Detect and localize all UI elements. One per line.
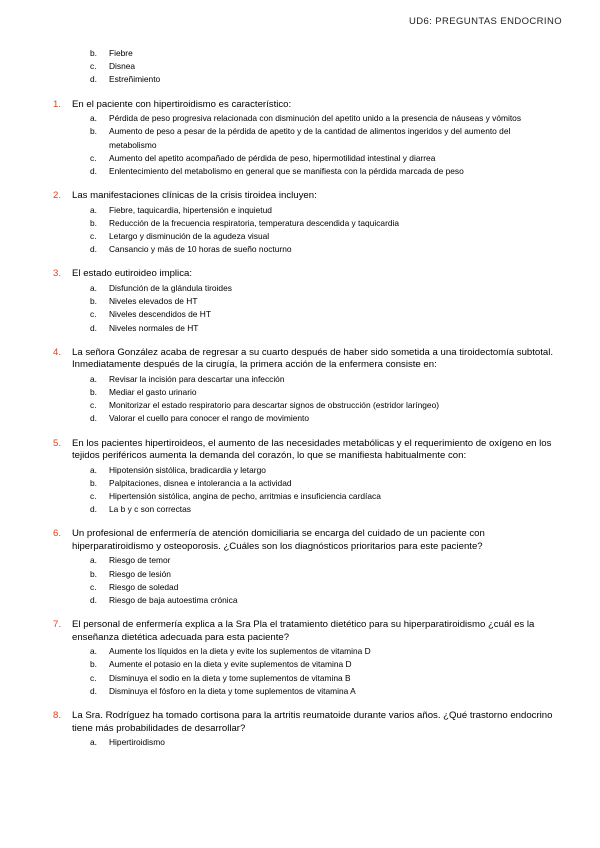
question-number: 7. [53, 619, 62, 631]
question-block [0, 438, 600, 517]
answer-option [0, 217, 600, 230]
option-letter: c. [90, 231, 97, 242]
question-block [0, 190, 600, 256]
option-letter: d. [90, 685, 97, 696]
option-letter: d. [90, 165, 97, 176]
options-list [0, 47, 600, 87]
option-text: Palpitaciones, disnea e intolerancia a la actividad [109, 477, 292, 488]
answer-option [0, 125, 600, 151]
answer-option [0, 295, 600, 308]
option-letter: a. [90, 113, 97, 124]
answer-option [0, 490, 600, 503]
option-text: Riesgo de baja autoestima crónica [109, 594, 238, 605]
option-letter: c. [90, 309, 97, 320]
question-text: En los pacientes hipertiroideos, el aumento de las necesidades metabólicas y el requerimiento de oxígeno en los tejidos periféricos aumenta la demanda del corazón, lo que se manifiesta habitualmente con: [72, 437, 552, 462]
option-text: Estreñimiento [109, 74, 161, 85]
options-list [0, 464, 600, 517]
answer-option [0, 47, 600, 60]
answer-option [0, 399, 600, 412]
options-list [0, 112, 600, 178]
option-text: Disnea [109, 61, 136, 72]
option-letter: a. [90, 373, 97, 384]
option-text: Letargo y disminución de la agudeza visual [109, 231, 270, 242]
options-list [0, 554, 600, 607]
question-number: 8. [53, 710, 62, 721]
answer-option [0, 204, 600, 217]
option-text: Riesgo de temor [109, 555, 171, 566]
answer-option [0, 373, 600, 386]
option-text: Riesgo de soledad [109, 581, 179, 592]
option-text: Disfunción de la glándula tiroides [109, 282, 232, 293]
answer-option [0, 165, 600, 178]
answer-option [0, 736, 600, 749]
answer-option [0, 672, 600, 685]
question-text: Un profesional de enfermería de atención domiciliaria se encarga del cuidado de un paciente con hiperparatiroidismo y osteoporosis. ¿Cuáles son los diagnósticos prioritarios para este paciente? [72, 528, 485, 552]
option-letter: d. [90, 594, 97, 605]
option-text: Aumente los líquidos en la dieta y evite los suplementos de vitamina D [109, 646, 371, 657]
option-text: Disminuya el fósforo en la dieta y tome suplementos de vitamina A [109, 685, 356, 696]
option-letter: d. [90, 74, 97, 85]
options-list [0, 282, 600, 335]
question-number: 5. [53, 437, 62, 449]
option-letter: c. [90, 490, 97, 501]
answer-option [0, 73, 600, 86]
answer-option [0, 412, 600, 425]
option-text: Aumente el potasio en la dieta y evite suplementos de vitamina D [109, 659, 352, 670]
answer-option [0, 594, 600, 607]
question-block [0, 99, 600, 179]
answer-option [0, 322, 600, 335]
option-text: Reducción de la frecuencia respiratoria, temperatura descendida y taquicardia [109, 217, 400, 228]
question-number: 2. [53, 190, 62, 202]
answer-option [0, 554, 600, 567]
question-block [0, 710, 600, 749]
option-text: Hipertiroidismo [109, 737, 165, 747]
question-stem [0, 619, 600, 644]
answer-option [0, 112, 600, 125]
question-number: 4. [53, 346, 62, 358]
option-text: Revisar la incisión para descartar una infección [109, 373, 285, 384]
option-text: Cansancio y más de 10 horas de sueño nocturno [109, 244, 292, 255]
option-letter: a. [90, 646, 97, 657]
answer-option [0, 464, 600, 477]
options-list [0, 645, 600, 698]
option-text: Hipertensión sistólica, angina de pecho, arritmias e insuficiencia cardíaca [109, 490, 381, 501]
answer-option [0, 645, 600, 658]
option-letter: d. [90, 413, 97, 424]
answer-option [0, 581, 600, 594]
option-letter: b. [90, 568, 97, 579]
question-list [0, 46, 600, 761]
question-number: 3. [53, 268, 62, 280]
option-letter: c. [90, 672, 97, 683]
option-text: Niveles elevados de HT [109, 296, 198, 307]
carry-over-options [0, 47, 600, 87]
option-letter: b. [90, 126, 97, 137]
answer-option [0, 60, 600, 73]
option-text: La b y c son correctas [109, 504, 191, 515]
answer-option [0, 386, 600, 399]
option-text: Pérdida de peso progresiva relacionada con disminución del apetito unido a la presencia de náuseas y vómitos [109, 113, 522, 124]
option-letter: b. [90, 659, 97, 670]
option-letter: b. [90, 217, 97, 228]
option-text: Monitorizar el estado respiratorio para descartar signos de obstrucción (estridor laríngeo) [109, 400, 440, 411]
option-letter: b. [90, 48, 97, 58]
answer-option [0, 152, 600, 165]
question-text: La Sra. Rodríguez ha tomado cortisona para la artritis reumatoide durante varios años. ¿Qué trastorno endocrino tiene más probabilidades de desarrollar? [72, 710, 553, 734]
option-text: Mediar el gasto urinario [109, 386, 197, 397]
option-letter: b. [90, 386, 97, 397]
option-letter: c. [90, 61, 97, 72]
question-stem [0, 347, 600, 372]
option-text: Fiebre, taquicardia, hipertensión e inquietud [109, 204, 272, 215]
option-letter: b. [90, 296, 97, 307]
option-letter: b. [90, 477, 97, 488]
option-text: Aumento del apetito acompañado de pérdida de peso, hipermotilidad intestinal y diarrea [109, 152, 436, 163]
question-text: La señora González acaba de regresar a su cuarto después de haber sido sometida a una tiroidectomía subtotal. Inmediatamente después de la cirugía, la primera acción de la enfermera consiste en: [72, 346, 554, 371]
option-text: Riesgo de lesión [109, 568, 171, 579]
option-letter: c. [90, 152, 97, 163]
question-stem [0, 710, 600, 735]
option-text: Disminuya el sodio en la dieta y tome suplementos de vitamina B [109, 672, 351, 683]
option-letter: a. [90, 555, 97, 566]
options-list [0, 373, 600, 426]
option-letter: a. [90, 464, 97, 475]
options-list [0, 736, 600, 749]
page-header-title: UD6: PREGUNTAS ENDOCRINO [409, 16, 562, 27]
answer-option [0, 308, 600, 321]
option-letter: a. [90, 204, 97, 215]
question-number: 1. [53, 98, 62, 110]
question-stem [0, 190, 600, 203]
option-letter: d. [90, 322, 97, 333]
question-stem [0, 528, 600, 553]
option-letter: c. [90, 581, 97, 592]
answer-option [0, 282, 600, 295]
question-block [0, 528, 600, 607]
options-list [0, 204, 600, 257]
option-text: Aumento de peso a pesar de la pérdida de apetito y de la cantidad de alimentos ingeridos y del aumento del metabolismo [109, 126, 511, 150]
question-stem [0, 268, 600, 281]
question-text: En el paciente con hipertiroidismo es característico: [72, 98, 292, 110]
option-text: Enlentecimiento del metabolismo en general que se manifiesta con la pérdida marcada de peso [109, 165, 464, 176]
question-block [0, 619, 600, 698]
answer-option [0, 658, 600, 671]
question-block [0, 268, 600, 334]
option-text: Fiebre [109, 48, 133, 58]
question-text: El personal de enfermería explica a la Sra Pla el tratamiento dietético para su hiperparatiroidismo ¿cuál es la enseñanza dietética adecuada para esta paciente? [72, 619, 535, 643]
answer-option [0, 243, 600, 256]
option-text: Niveles normales de HT [109, 322, 199, 333]
option-letter: a. [90, 737, 97, 747]
question-block [0, 347, 600, 426]
answer-option [0, 477, 600, 490]
question-text: El estado eutiroideo implica: [72, 268, 192, 280]
option-text: Niveles descendidos de HT [109, 309, 211, 320]
option-letter: a. [90, 282, 97, 293]
option-text: Valorar el cuello para conocer el rango de movimiento [109, 413, 310, 424]
question-number: 6. [53, 528, 62, 540]
question-stem [0, 438, 600, 463]
answer-option [0, 503, 600, 516]
answer-option [0, 568, 600, 581]
option-letter: d. [90, 244, 97, 255]
question-text: Las manifestaciones clínicas de la crisis tiroidea incluyen: [72, 190, 317, 202]
answer-option [0, 230, 600, 243]
question-stem [0, 99, 600, 112]
option-letter: d. [90, 504, 97, 515]
questions [0, 99, 600, 750]
option-letter: c. [90, 400, 97, 411]
option-text: Hipotensión sistólica, bradicardia y letargo [109, 464, 266, 475]
answer-option [0, 685, 600, 698]
